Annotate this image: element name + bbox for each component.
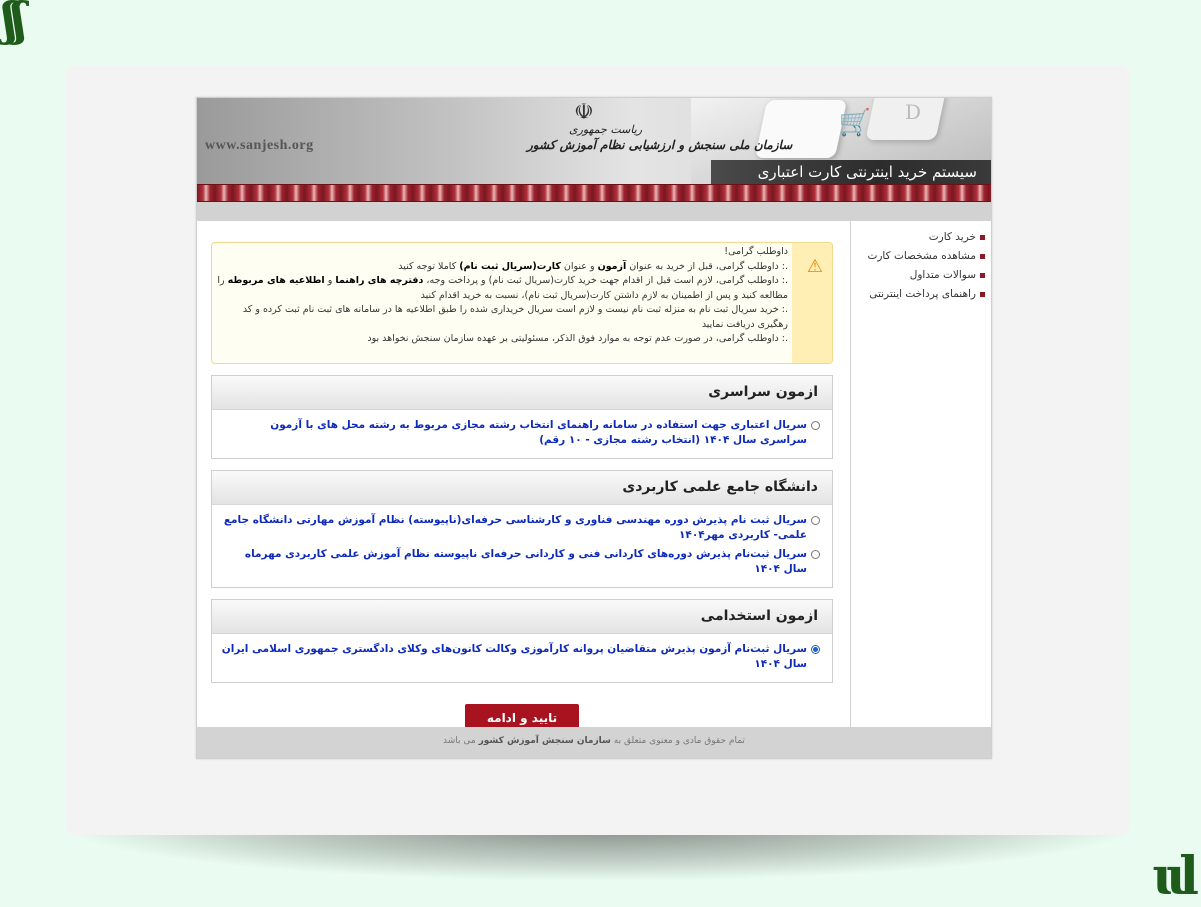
org-name-line1: ریاست جمهوری xyxy=(569,123,643,136)
exam-option-selected[interactable] xyxy=(220,642,820,672)
nav-strip xyxy=(197,202,991,221)
org-name-line2: سازمان ملی سنجش و ارزشیابی نظام آموزش کشور xyxy=(527,138,793,152)
notice-line: .: داوطلب گرامی، در صورت عدم توجه به موارد فوق الذکر، مسئولیتی بر عهده سازمان سنجش نخواهد بود xyxy=(367,333,788,344)
sidebar-item-faq[interactable] xyxy=(851,269,985,281)
notice-text-part: را مطالعه کنید و پس از اطمینان به لازم داشتن کارت(سریال ثبت نام)، نسبت به خرید اقدام کنید xyxy=(217,275,788,301)
notice-text-part: .: داوطلب گرامی، قبل از خرید به عنوان xyxy=(626,260,788,272)
notice-bold: آزمون xyxy=(597,260,627,272)
radio-icon[interactable] xyxy=(811,550,820,559)
section-employment-exam xyxy=(211,599,833,683)
notice-line xyxy=(216,260,788,275)
notice-bold: دفترچه های راهنما xyxy=(335,275,424,286)
exam-option[interactable] xyxy=(220,418,820,448)
emblem-icon: ☫ xyxy=(574,100,594,125)
section-options xyxy=(212,634,832,682)
notice-text-part: .: داوطلب گرامی، لازم است قبل از اقدام جهت خرید کارت(سریال ثبت نام) و پرداخت وجه، xyxy=(423,275,788,286)
site-url[interactable]: www.sanjesh.org xyxy=(205,138,314,153)
exam-option[interactable] xyxy=(220,547,820,577)
main-content xyxy=(211,242,833,732)
notice-text-part: کاملا توجه کنید xyxy=(398,260,460,272)
section-title: ازمون سراسری xyxy=(212,376,832,410)
system-title: سیستم خرید اینترنتی کارت اعتباری xyxy=(711,160,991,184)
section-applied-science-university xyxy=(211,470,833,588)
section-national-exam xyxy=(211,375,833,459)
notice-bold: کارت(سریال ثبت نام) xyxy=(459,260,561,272)
sidebar xyxy=(850,221,991,727)
corner-logo-bottom-right: ɩɩl xyxy=(1151,846,1193,907)
key-letter: D xyxy=(904,100,921,124)
radio-icon[interactable] xyxy=(811,421,820,430)
notice-text-part: و xyxy=(324,275,336,286)
bullet-icon xyxy=(980,235,985,240)
ornament-border xyxy=(197,184,991,202)
sidebar-item-label: سوالات متداول xyxy=(909,269,976,281)
bullet-icon xyxy=(980,273,985,278)
exam-option[interactable] xyxy=(220,513,820,543)
sidebar-item-buy-card[interactable] xyxy=(851,231,985,243)
sidebar-item-view-card[interactable] xyxy=(851,250,985,262)
footer-prefix: تمام حقوق مادی و معنوی متعلق به xyxy=(610,736,745,746)
notice-line xyxy=(216,274,788,303)
header-banner xyxy=(197,98,991,186)
footer-suffix: می باشد xyxy=(443,736,479,746)
notice-greeting: داوطلب گرامی! xyxy=(724,246,788,257)
section-title: ازمون استخدامی xyxy=(212,600,832,634)
cart-icon: 🛒 xyxy=(838,108,871,138)
notice-text xyxy=(216,245,788,347)
section-title: دانشگاه جامع علمی کاربردی xyxy=(212,471,832,505)
confirm-continue-button[interactable]: تایید و ادامه xyxy=(465,704,579,732)
browser-page xyxy=(196,97,992,759)
warning-icon: ⚠ xyxy=(806,256,823,277)
sidebar-item-label: راهنمای پرداخت اینترنتی xyxy=(869,288,976,300)
footer-org: سازمان سنجش آموزش کشور xyxy=(478,736,611,746)
section-options xyxy=(212,410,832,458)
corner-logo-top-left: ʃʃ xyxy=(2,0,21,46)
notice-bold: اطلاعیه های مربوطه xyxy=(227,275,325,286)
option-label[interactable]: سریال ثبت نام پذیرش دوره مهندسی فناوری و کارشناسی حرفه‌ای(ناپیوسته) نظام آموزش مهارتی دانشگاه جامع علمی- کاربردی مهر۱۴۰۴ xyxy=(223,514,807,541)
bullet-icon xyxy=(980,292,985,297)
section-options xyxy=(212,505,832,587)
sidebar-item-payment-help[interactable] xyxy=(851,288,985,300)
sidebar-item-label: خرید کارت xyxy=(928,231,976,243)
notice-box xyxy=(211,242,833,364)
sidebar-menu xyxy=(851,221,991,300)
radio-icon[interactable] xyxy=(811,645,820,654)
notice-line: .: خرید سریال ثبت نام به منزله ثبت نام نیست و لازم است سریال خریداری شده را طبق اطلاعیه ها در سامانه های ثبت نام ثبت کرده و کد رهگیری دریافت نمایید xyxy=(242,304,788,330)
option-label[interactable]: سریال اعتباری جهت استفاده در سامانه راهنمای انتخاب رشته مجازی مربوط به رشته محل های با آزمون سراسری سال ۱۴۰۴ (انتخاب رشته مجازی - ۱۰ رقم) xyxy=(270,419,807,446)
bullet-icon xyxy=(980,254,985,259)
option-label[interactable]: سریال ثبت‌نام پذیرش دوره‌های کاردانی فنی و کاردانی حرفه‌ای ناپیوسته نظام آموزش علمی کاربردی مهرماه سال ۱۴۰۴ xyxy=(244,548,807,575)
notice-text-part: و عنوان xyxy=(560,260,598,272)
footer xyxy=(197,727,991,758)
option-label[interactable]: سریال ثبت‌نام آزمون پذیرش متقاضیان پروانه کارآموزی وکالت کانون‌های وکلای دادگستری جمهوری اسلامی ایران سال ۱۴۰۴ xyxy=(221,643,807,670)
radio-icon[interactable] xyxy=(811,516,820,525)
sidebar-item-label: مشاهده مشخصات کارت xyxy=(867,250,976,262)
